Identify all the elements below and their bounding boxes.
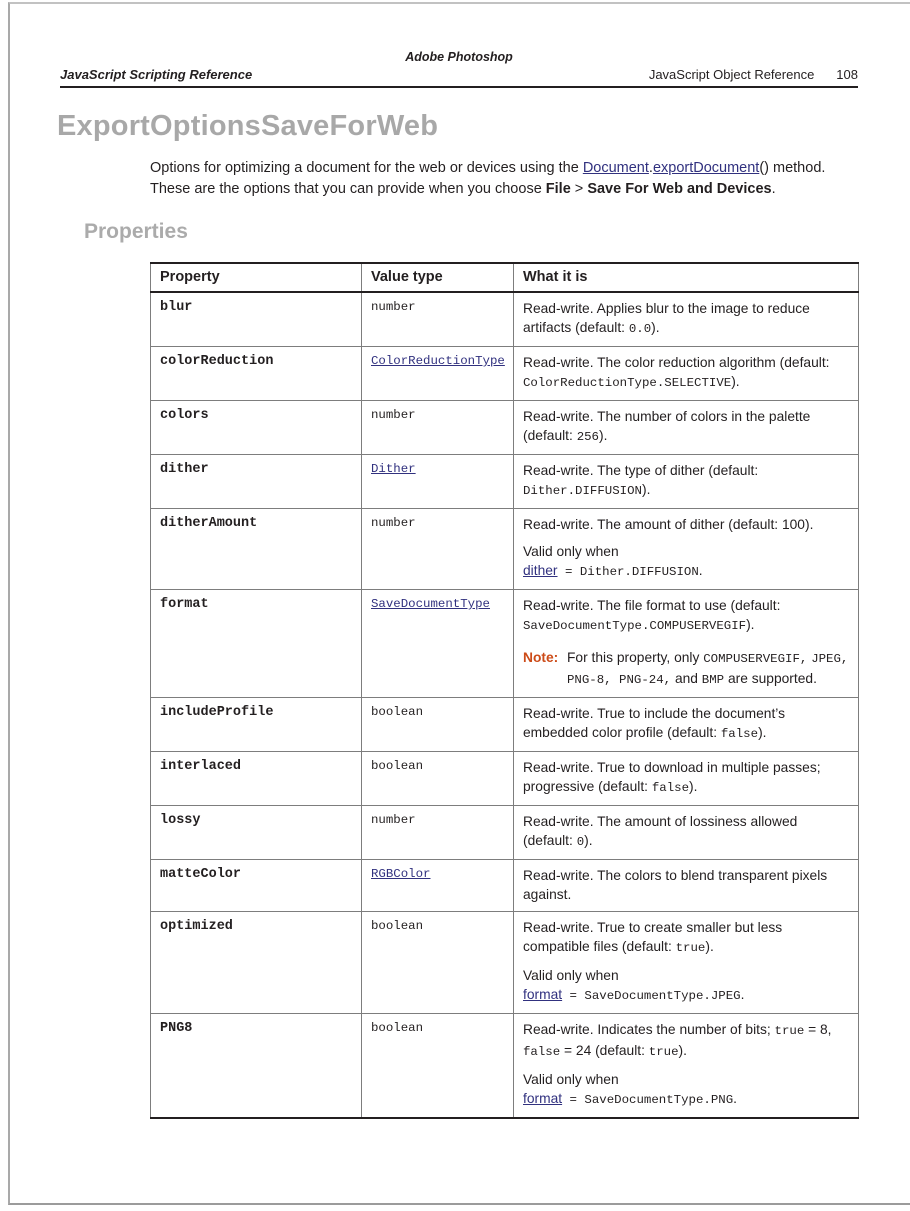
text-segment: Read-write. Applies blur to the image to reduce artifacts (default: (523, 301, 810, 335)
code-text: true (648, 1045, 679, 1059)
value-type-cell (362, 509, 514, 590)
property-cell: blur (151, 292, 362, 347)
description-cell (514, 401, 859, 455)
text-segment: . (733, 1091, 737, 1106)
paragraph (523, 353, 850, 393)
format-link[interactable]: format (523, 1091, 563, 1106)
value-type-cell (362, 912, 514, 1014)
text-segment: Read-write. The number of colors in the palette (default: (523, 409, 811, 443)
text-segment: Read-write. The colors to blend transparent pixels against. (523, 868, 828, 902)
table-row-blur (151, 292, 859, 347)
note-paragraph (523, 648, 850, 690)
document-link[interactable]: Document (582, 160, 649, 176)
value-type-cell (362, 806, 514, 860)
code-text: 0.0 (628, 322, 652, 336)
exportdocument-link[interactable]: exportDocument (652, 160, 760, 176)
property-cell: includeProfile (151, 698, 362, 752)
code-text: number (371, 300, 416, 314)
table-row-format (151, 590, 859, 698)
text-segment: Read-write. The amount of dither (default: 100). (523, 517, 814, 532)
description-cell (514, 806, 859, 860)
description-cell (514, 347, 859, 401)
text-segment: Read-write. The file format to use (default: (523, 598, 781, 613)
code-text: ColorReductionType.SELECTIVE (523, 376, 732, 390)
header-right-title: JavaScript Object Reference (648, 67, 815, 82)
description-cell (514, 509, 859, 590)
property-cell: ditherAmount (151, 509, 362, 590)
code-text: boolean (371, 705, 424, 719)
text-segment: Valid only when (523, 968, 619, 983)
text-segment: Save For Web and Devices (587, 181, 772, 197)
code-text: false (720, 727, 759, 741)
code-text: false (523, 1045, 561, 1059)
text-segment: ). (651, 320, 660, 335)
table-row-mattecolor (151, 860, 859, 912)
property-cell: PNG8 (151, 1014, 362, 1119)
paragraph (523, 1020, 850, 1062)
value-type-cell (362, 347, 514, 401)
text-segment: ). (678, 1043, 687, 1058)
colorreductiontype-link[interactable]: ColorReductionType (371, 354, 505, 368)
property-cell: matteColor (151, 860, 362, 912)
properties-table (150, 262, 859, 1119)
header-left-title: JavaScript Scripting Reference (60, 67, 253, 82)
text-segment: Read-write. True to create smaller but less compatible files (default: (523, 920, 783, 954)
description-cell (514, 912, 859, 1014)
text-segment: . (771, 181, 776, 197)
description-cell (514, 455, 859, 509)
table-row-interlaced (151, 752, 859, 806)
code-text: boolean (371, 759, 424, 773)
text-segment: ). (746, 617, 755, 632)
dither-link[interactable]: dither (523, 563, 558, 578)
text-segment: Read-write. The amount of lossiness allowed (default: (523, 814, 798, 848)
code-text: false (651, 781, 690, 795)
text-segment: ). (705, 939, 714, 954)
table-header-row (151, 263, 859, 292)
text-segment: ). (689, 779, 698, 794)
code-text: 0 (576, 835, 585, 849)
text-segment: ). (641, 482, 651, 497)
code-text: boolean (371, 1021, 424, 1035)
note-label: Note: (523, 650, 559, 665)
property-cell: colors (151, 401, 362, 455)
description-cell (514, 698, 859, 752)
text-segment: are supported. (724, 671, 817, 686)
text-segment: Valid only when (523, 544, 619, 559)
text-segment: > (570, 181, 588, 197)
paragraph (523, 812, 850, 852)
value-type-cell (362, 401, 514, 455)
property-cell: optimized (151, 912, 362, 1014)
code-text: = SaveDocumentType.PNG (562, 1093, 734, 1107)
paragraph (523, 1070, 850, 1110)
value-type-cell (362, 590, 514, 698)
table-row-includeprofile (151, 698, 859, 752)
text-segment: . (648, 160, 653, 176)
text-segment: Valid only when (523, 1072, 619, 1087)
paragraph (523, 866, 850, 904)
text-segment: and (671, 671, 702, 686)
paragraph (523, 515, 850, 534)
table-row-lossy (151, 806, 859, 860)
text-segment: ). (758, 725, 767, 740)
paragraph (523, 407, 850, 447)
header-book-title: Adobe Photoshop (405, 50, 513, 64)
text-segment: Read-write. The type of dither (default: (523, 463, 759, 478)
value-type-cell (362, 455, 514, 509)
section-heading-properties: Properties (84, 220, 188, 243)
code-text: true (774, 1024, 805, 1038)
column-header-what-it-is: What it is (514, 263, 859, 292)
property-cell: colorReduction (151, 347, 362, 401)
paragraph (523, 704, 850, 744)
column-header-value-type: Value type (362, 263, 514, 292)
code-text: Dither.DIFFUSION (523, 484, 642, 498)
description-cell (514, 860, 859, 912)
text-segment: ). (731, 374, 740, 389)
text-segment: Read-write. True to download in multiple passes; progressive (default: (523, 760, 821, 794)
text-segment: For this property, only (567, 650, 704, 665)
text-segment: Read-write. The color reduction algorithm (default: (523, 355, 830, 370)
paragraph (523, 596, 850, 636)
text-segment: . (698, 563, 703, 578)
value-type-cell (362, 752, 514, 806)
header-rule (60, 86, 858, 88)
dither-link[interactable]: Dither (371, 462, 416, 476)
text-segment: . (740, 987, 745, 1002)
code-text: 256 (576, 430, 599, 444)
code-text: BMP (701, 673, 725, 687)
code-text: true (675, 941, 706, 955)
text-segment: = 24 (default: (560, 1043, 649, 1058)
paragraph (523, 966, 850, 1006)
rgbcolor-link[interactable]: RGBColor (371, 867, 431, 881)
table-row-colorreduction (151, 347, 859, 401)
paragraph (523, 461, 850, 501)
property-cell: dither (151, 455, 362, 509)
text-segment: Options for optimizing a document for the web or devices using the (150, 160, 583, 176)
description-cell (514, 1014, 859, 1119)
paragraph (523, 758, 850, 798)
paragraph (523, 542, 850, 582)
text-segment: () method. These are the options that you can provide when you choose (150, 160, 826, 197)
text-segment: Read-write. True to include the document’s embedded color profile (default: (523, 706, 786, 740)
value-type-cell (362, 1014, 514, 1119)
text-segment: Read-write. Indicates the number of bits; (523, 1022, 775, 1037)
code-text: = SaveDocumentType.JPEG (562, 989, 741, 1003)
code-text: SaveDocumentType.COMPUSERVEGIF (523, 619, 747, 633)
code-text: = Dither.DIFFUSION (557, 565, 699, 579)
value-type-cell (362, 860, 514, 912)
text-segment: ). (584, 833, 593, 848)
property-cell: lossy (151, 806, 362, 860)
value-type-cell (362, 292, 514, 347)
description-cell (514, 292, 859, 347)
table-row-dither (151, 455, 859, 509)
paragraph (523, 918, 850, 958)
column-header-property: Property (151, 263, 362, 292)
format-link[interactable]: format (523, 987, 563, 1002)
table-row-ditheramount (151, 509, 859, 590)
paragraph (523, 299, 850, 339)
savedocumenttype-link[interactable]: SaveDocumentType (371, 597, 490, 611)
description-cell (514, 590, 859, 698)
paragraph (150, 158, 866, 200)
text-segment: File (545, 181, 571, 197)
table-row-optimized (151, 912, 859, 1014)
page-number: 108 (836, 67, 858, 82)
description-cell (514, 752, 859, 806)
table-row-colors (151, 401, 859, 455)
page-title: ExportOptionsSaveForWeb (57, 110, 439, 142)
property-cell: format (151, 590, 362, 698)
code-text: number (371, 813, 416, 827)
property-cell: interlaced (151, 752, 362, 806)
running-header (60, 50, 858, 88)
intro-paragraph (150, 158, 866, 200)
code-text: JPEG, PNG-8, PNG-24, (567, 652, 849, 687)
text-segment: = 8, (804, 1022, 832, 1037)
code-text: number (371, 516, 416, 530)
code-text: boolean (371, 919, 424, 933)
code-text: COMPUSERVEGIF, (703, 652, 808, 666)
value-type-cell (362, 698, 514, 752)
table-row-png8 (151, 1014, 859, 1119)
code-text: number (371, 408, 416, 422)
text-segment: ). (599, 428, 608, 443)
